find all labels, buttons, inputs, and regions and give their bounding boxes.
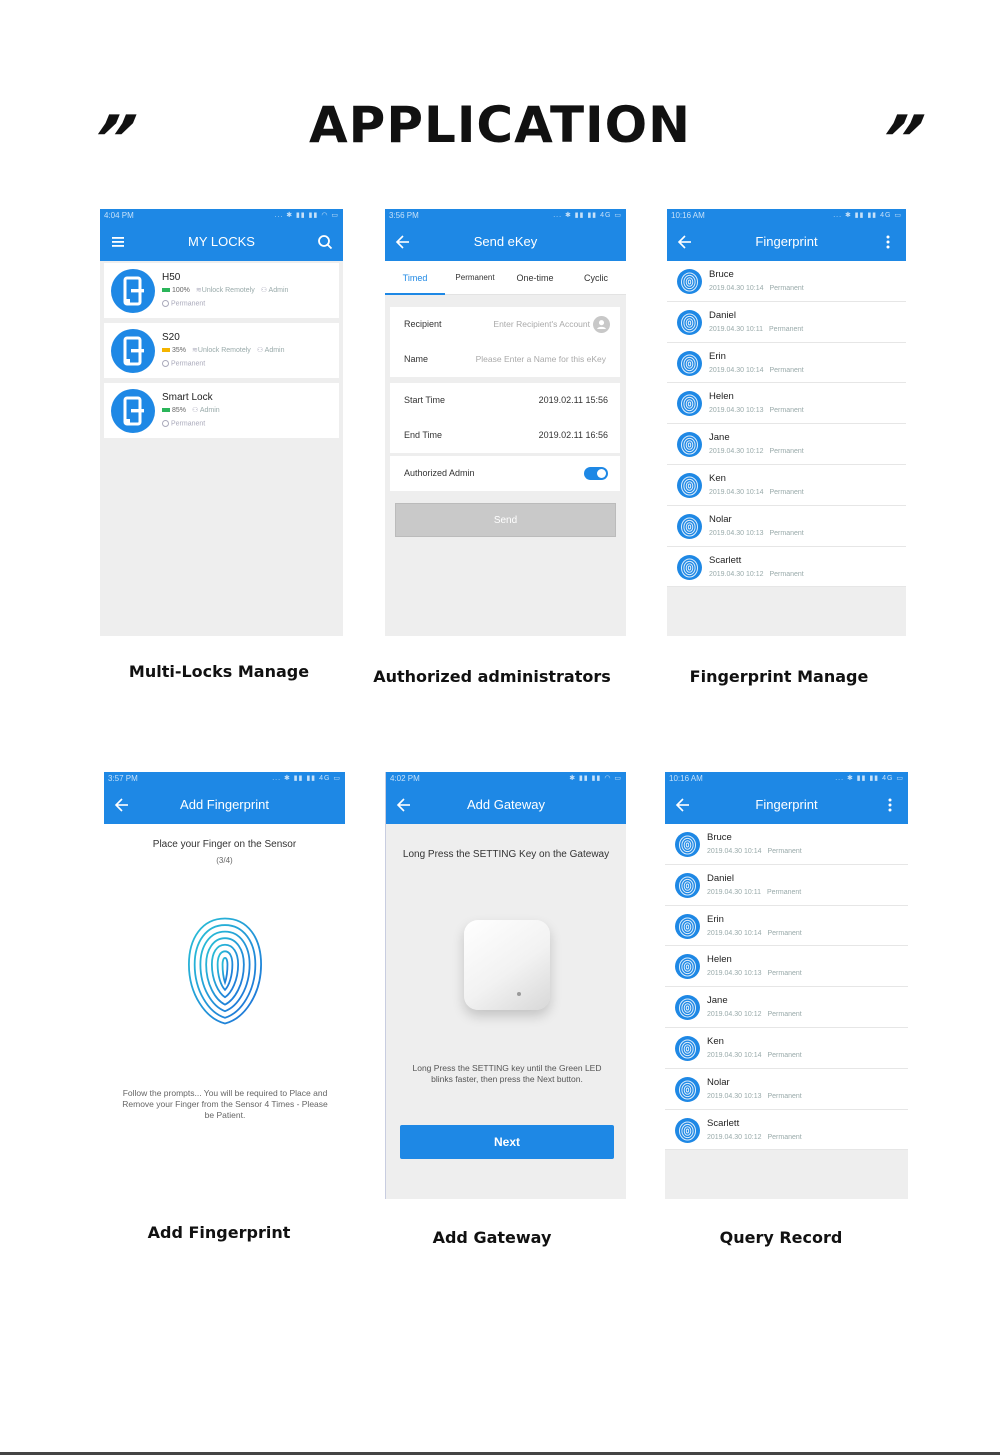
app-bar bbox=[386, 786, 626, 824]
fingerprint-period: Permanent bbox=[766, 888, 802, 896]
fingerprint-row[interactable] bbox=[667, 506, 906, 547]
fingerprint-name: Scarlett bbox=[709, 554, 742, 566]
end-time-label: End Time bbox=[404, 430, 443, 440]
fingerprint-date: 2019.04.30 10:13 bbox=[709, 407, 764, 415]
clock-icon bbox=[162, 360, 169, 367]
fingerprint-avatar-icon bbox=[675, 1036, 700, 1061]
app-bar-title: Add Gateway bbox=[466, 797, 546, 812]
fingerprint-name: Helen bbox=[707, 954, 732, 966]
fingerprint-meta bbox=[707, 889, 807, 896]
fingerprint-date: 2019.04.30 10:12 bbox=[707, 1011, 762, 1019]
fingerprint-period: Permanent bbox=[769, 366, 804, 374]
time-block bbox=[390, 383, 620, 453]
fingerprint-name: Scarlett bbox=[707, 1117, 740, 1129]
start-time-value[interactable]: 2019.02.11 15:56 bbox=[538, 395, 608, 405]
fingerprint-period: Permanent bbox=[767, 970, 802, 978]
fingerprint-name: Daniel bbox=[709, 309, 736, 321]
lock-period bbox=[162, 360, 205, 367]
lock-period bbox=[162, 300, 205, 307]
fingerprint-avatar-icon bbox=[677, 269, 702, 294]
fingerprint-avatar-icon bbox=[675, 954, 700, 979]
more-vert-icon[interactable] bbox=[882, 797, 898, 813]
fingerprint-instruction: Place your Finger on the Sensor bbox=[152, 839, 297, 850]
recipient-label: Recipient bbox=[404, 319, 442, 329]
fingerprint-period: Permanent bbox=[769, 448, 804, 456]
fingerprint-name: Ken bbox=[707, 1035, 724, 1047]
fingerprint-avatar-icon bbox=[677, 514, 702, 539]
authorized-admin-row bbox=[390, 456, 620, 491]
lock-role: Admin bbox=[199, 407, 220, 414]
fingerprint-period: Permanent bbox=[767, 1133, 802, 1141]
app-bar-title: MY LOCKS bbox=[188, 234, 255, 249]
fingerprint-date: 2019.04.30 10:14 bbox=[707, 848, 762, 855]
clock-icon bbox=[162, 420, 169, 427]
fingerprint-period: Permanent bbox=[769, 529, 804, 537]
name-row[interactable] bbox=[390, 342, 620, 377]
lock-period-label: Permanent bbox=[171, 360, 206, 368]
fingerprint-avatar-icon bbox=[677, 555, 702, 580]
fingerprint-name: Helen bbox=[709, 391, 734, 403]
query-record-list bbox=[665, 824, 908, 1150]
add-fingerprint-body bbox=[104, 824, 345, 1199]
lock-name: Smart Lock bbox=[162, 392, 213, 403]
fingerprint-avatar-icon bbox=[675, 995, 700, 1020]
fingerprint-icon bbox=[184, 906, 266, 1036]
authorized-admin-label: Authorized Admin bbox=[404, 468, 475, 478]
app-bar bbox=[665, 786, 908, 824]
clock-icon bbox=[162, 300, 169, 307]
admin-icon: ⚇ bbox=[260, 287, 269, 294]
tab-cyclic[interactable]: Cyclic bbox=[584, 273, 608, 283]
fingerprint-row[interactable] bbox=[665, 824, 908, 865]
start-time-row[interactable] bbox=[390, 383, 620, 418]
end-time-value[interactable]: 2019.02.11 16:56 bbox=[538, 430, 608, 440]
fingerprint-row[interactable] bbox=[667, 424, 906, 465]
battery-level: 35% bbox=[172, 347, 187, 354]
lock-meta bbox=[162, 346, 285, 354]
fingerprint-row[interactable] bbox=[665, 865, 908, 906]
fingerprint-name: Bruce bbox=[707, 832, 732, 843]
status-time: 3:57 PM bbox=[108, 774, 138, 783]
lock-role: Admin bbox=[268, 287, 289, 294]
quote-mark-right: ” bbox=[872, 103, 924, 177]
admin-block bbox=[390, 456, 620, 491]
caption-add-fingerprint: Add Fingerprint bbox=[147, 1223, 291, 1242]
fingerprint-period: Permanent bbox=[767, 1011, 802, 1019]
status-bar bbox=[386, 772, 626, 786]
fingerprint-row[interactable] bbox=[667, 383, 906, 424]
fingerprint-list bbox=[667, 261, 906, 587]
fingerprint-date: 2019.04.30 10:14 bbox=[707, 1051, 762, 1059]
status-bar bbox=[385, 209, 626, 223]
my-locks-screen bbox=[100, 209, 343, 636]
fingerprint-meta bbox=[707, 1052, 808, 1059]
lock-meta bbox=[162, 286, 288, 294]
fingerprint-period: Permanent bbox=[768, 325, 804, 333]
fingerprint-period: Permanent bbox=[767, 1092, 802, 1100]
fingerprint-avatar-icon bbox=[677, 473, 702, 498]
fingerprint-date: 2019.04.30 10:14 bbox=[707, 929, 762, 937]
status-time: 10:16 AM bbox=[669, 774, 703, 783]
status-time: 3:56 PM bbox=[389, 211, 419, 220]
fingerprint-date: 2019.04.30 10:13 bbox=[707, 1092, 762, 1100]
fingerprint-date: 2019.04.30 10:12 bbox=[709, 570, 764, 578]
status-icons: ... ✱ ▮▮ ▮▮ 4G ▭ bbox=[272, 775, 341, 782]
fingerprint-avatar-icon bbox=[675, 914, 700, 939]
lock-period-label: Permanent bbox=[171, 420, 206, 428]
lock-meta bbox=[162, 406, 220, 414]
fingerprint-name: Erin bbox=[709, 350, 726, 362]
add-gateway-screen bbox=[385, 772, 626, 1199]
battery-icon bbox=[162, 348, 170, 352]
next-button[interactable]: Next bbox=[400, 1125, 614, 1159]
status-bar bbox=[104, 772, 345, 786]
fingerprint-avatar-icon bbox=[675, 873, 700, 898]
fingerprint-screen bbox=[667, 209, 906, 636]
fingerprint-row[interactable] bbox=[665, 946, 908, 987]
fingerprint-row[interactable] bbox=[665, 1028, 908, 1069]
fingerprint-avatar-icon bbox=[675, 1118, 700, 1143]
caption-add-gateway: Add Gateway bbox=[432, 1228, 552, 1247]
send-button[interactable]: Send bbox=[395, 503, 616, 537]
battery-level: 85% bbox=[172, 407, 187, 414]
fingerprint-row[interactable] bbox=[667, 547, 906, 588]
caption-multi-locks: Multi-Locks Manage bbox=[128, 662, 310, 681]
fingerprint-meta bbox=[709, 448, 810, 455]
search-icon[interactable] bbox=[317, 234, 333, 250]
fingerprint-period: Permanent bbox=[769, 407, 804, 415]
lock-role: Admin bbox=[264, 347, 285, 354]
fingerprint-row[interactable] bbox=[665, 987, 908, 1028]
app-bar-title: Send eKey bbox=[473, 234, 538, 249]
fingerprint-date: 2019.04.30 10:13 bbox=[707, 970, 762, 978]
fingerprint-name: Jane bbox=[709, 432, 730, 444]
gateway-instruction: Long Press the SETTING Key on the Gateway bbox=[402, 849, 610, 860]
status-bar bbox=[100, 209, 343, 223]
fingerprint-meta bbox=[709, 571, 810, 578]
fingerprint-date: 2019.04.30 10:14 bbox=[709, 366, 764, 374]
name-label: Name bbox=[404, 354, 429, 364]
fingerprint-row[interactable] bbox=[667, 343, 906, 384]
tab-permanent[interactable]: Permanent bbox=[455, 273, 495, 282]
app-bar-title: Add Fingerprint bbox=[180, 797, 269, 812]
fingerprint-name: Jane bbox=[707, 995, 728, 1007]
app-bar-title: Fingerprint bbox=[755, 234, 818, 249]
fingerprint-meta bbox=[707, 848, 808, 855]
page-title: APPLICATION bbox=[308, 96, 692, 154]
fingerprint-row[interactable] bbox=[665, 1069, 908, 1110]
lock-icon bbox=[111, 269, 155, 313]
remote-unlock-icon: ≋ bbox=[195, 287, 202, 294]
status-bar bbox=[667, 209, 906, 223]
fingerprint-period: Permanent bbox=[767, 848, 802, 855]
gateway-led bbox=[517, 992, 521, 996]
fingerprint-avatar-icon bbox=[675, 832, 700, 857]
app-bar bbox=[100, 223, 343, 261]
fingerprint-name: Bruce bbox=[709, 269, 734, 280]
fingerprint-avatar-icon bbox=[677, 432, 702, 457]
app-bar bbox=[385, 223, 626, 261]
app-bar-title: Fingerprint bbox=[755, 797, 818, 812]
fingerprint-meta bbox=[709, 407, 810, 414]
caption-fingerprint-manage: Fingerprint Manage bbox=[689, 667, 869, 686]
fingerprint-meta bbox=[709, 489, 810, 496]
ekey-tabs bbox=[385, 261, 626, 295]
admin-icon: ⚇ bbox=[192, 407, 200, 414]
fingerprint-period: Permanent bbox=[769, 285, 804, 292]
caption-query-record: Query Record bbox=[719, 1228, 843, 1247]
tab-one-time[interactable]: One-time bbox=[516, 273, 554, 283]
fingerprint-period: Permanent bbox=[769, 570, 804, 578]
recipient-row[interactable] bbox=[390, 307, 620, 342]
status-icons: ... ✱ ▮▮ ▮▮ 4G ▭ bbox=[835, 775, 904, 782]
fingerprint-date: 2019.04.30 10:11 bbox=[709, 325, 763, 333]
app-bar bbox=[104, 786, 345, 824]
fingerprint-meta bbox=[707, 1093, 808, 1100]
fingerprint-avatar-icon bbox=[677, 351, 702, 376]
status-bar bbox=[665, 772, 908, 786]
query-record-screen bbox=[665, 772, 908, 1199]
remote-unlock-label: Unlock Remotely bbox=[201, 287, 255, 294]
fingerprint-name: Nolar bbox=[709, 513, 732, 525]
lock-name: S20 bbox=[162, 332, 180, 343]
fingerprint-meta bbox=[707, 1011, 808, 1018]
admin-icon: ⚇ bbox=[256, 347, 265, 354]
fingerprint-date: 2019.04.30 10:13 bbox=[709, 529, 764, 537]
status-time: 4:02 PM bbox=[390, 774, 420, 783]
fingerprint-row[interactable] bbox=[667, 261, 906, 302]
fingerprint-meta bbox=[707, 970, 808, 977]
recipient-block bbox=[390, 307, 620, 377]
battery-icon bbox=[162, 408, 170, 412]
fingerprint-period: Permanent bbox=[767, 1051, 802, 1059]
fingerprint-date: 2019.04.30 10:11 bbox=[707, 888, 761, 896]
fingerprint-meta bbox=[709, 367, 810, 374]
fingerprint-period: Permanent bbox=[769, 488, 804, 496]
fingerprint-note: Follow the prompts... You will be required to Place and Remove your Finger from the Sensor 4 Times - Please be Patient. bbox=[122, 1088, 328, 1120]
fingerprint-row[interactable] bbox=[665, 1110, 908, 1151]
fingerprint-avatar-icon bbox=[675, 1077, 700, 1102]
status-icons: ... ✱ ▮▮ ▮▮ ◠ ▭ bbox=[274, 212, 339, 219]
fingerprint-name: Daniel bbox=[707, 872, 734, 884]
fingerprint-avatar-icon bbox=[677, 310, 702, 335]
authorized-admin-toggle[interactable] bbox=[584, 467, 608, 480]
lock-card[interactable] bbox=[104, 383, 339, 438]
gateway-device-image bbox=[464, 920, 550, 1010]
caption-authorized-admins: Authorized administrators bbox=[373, 667, 611, 686]
lock-icon bbox=[111, 329, 155, 373]
status-time: 4:04 PM bbox=[104, 211, 134, 220]
fingerprint-row[interactable] bbox=[665, 906, 908, 947]
fingerprint-date: 2019.04.30 10:12 bbox=[707, 1133, 762, 1141]
add-fingerprint-screen bbox=[104, 772, 345, 1199]
recipient-input[interactable]: Enter Recipient's Account bbox=[493, 319, 590, 329]
fingerprint-meta bbox=[707, 1134, 808, 1141]
fingerprint-step: (3/4) bbox=[216, 856, 233, 865]
fingerprint-date: 2019.04.30 10:12 bbox=[709, 448, 764, 456]
status-icons: ✱ ▮▮ ▮▮ ◠ ▭ bbox=[569, 775, 622, 782]
battery-icon bbox=[162, 288, 170, 292]
lock-period-label: Permanent bbox=[171, 300, 206, 308]
remote-unlock-label: Unlock Remotely bbox=[197, 347, 251, 354]
name-input[interactable]: Please Enter a Name for this eKey bbox=[475, 354, 606, 364]
lock-icon bbox=[111, 389, 155, 433]
lock-card[interactable] bbox=[104, 263, 339, 318]
fingerprint-date: 2019.04.30 10:14 bbox=[709, 488, 764, 496]
fingerprint-meta bbox=[709, 285, 810, 292]
fingerprint-name: Erin bbox=[707, 913, 724, 925]
fingerprint-row[interactable] bbox=[667, 465, 906, 506]
lock-period bbox=[162, 420, 205, 427]
more-vert-icon[interactable] bbox=[880, 234, 896, 250]
end-time-row[interactable] bbox=[390, 418, 620, 453]
fingerprint-row[interactable] bbox=[667, 302, 906, 343]
gateway-note: Long Press the SETTING key until the Green LED blinks faster, then press the Next button. bbox=[412, 1063, 602, 1084]
lock-name: H50 bbox=[162, 272, 181, 283]
fingerprint-name: Ken bbox=[709, 472, 726, 484]
send-ekey-screen bbox=[385, 209, 626, 636]
fingerprint-meta bbox=[709, 326, 809, 333]
status-time: 10:16 AM bbox=[671, 211, 705, 220]
tab-timed[interactable]: Timed bbox=[385, 261, 445, 295]
fingerprint-name: Nolar bbox=[707, 1076, 730, 1088]
app-bar bbox=[667, 223, 906, 261]
battery-level: 100% bbox=[172, 287, 190, 294]
contact-icon[interactable] bbox=[593, 316, 610, 333]
lock-card[interactable] bbox=[104, 323, 339, 378]
fingerprint-avatar-icon bbox=[677, 391, 702, 416]
remote-unlock-icon: ≋ bbox=[192, 347, 198, 354]
fingerprint-meta bbox=[707, 930, 808, 937]
status-icons: ... ✱ ▮▮ ▮▮ 4G ▭ bbox=[833, 212, 902, 219]
start-time-label: Start Time bbox=[404, 395, 446, 405]
fingerprint-date: 2019.04.30 10:14 bbox=[709, 285, 764, 292]
fingerprint-period: Permanent bbox=[767, 929, 802, 937]
status-icons: ... ✱ ▮▮ ▮▮ 4G ▭ bbox=[553, 212, 622, 219]
quote-mark-left: ” bbox=[84, 103, 136, 177]
fingerprint-meta bbox=[709, 530, 810, 537]
